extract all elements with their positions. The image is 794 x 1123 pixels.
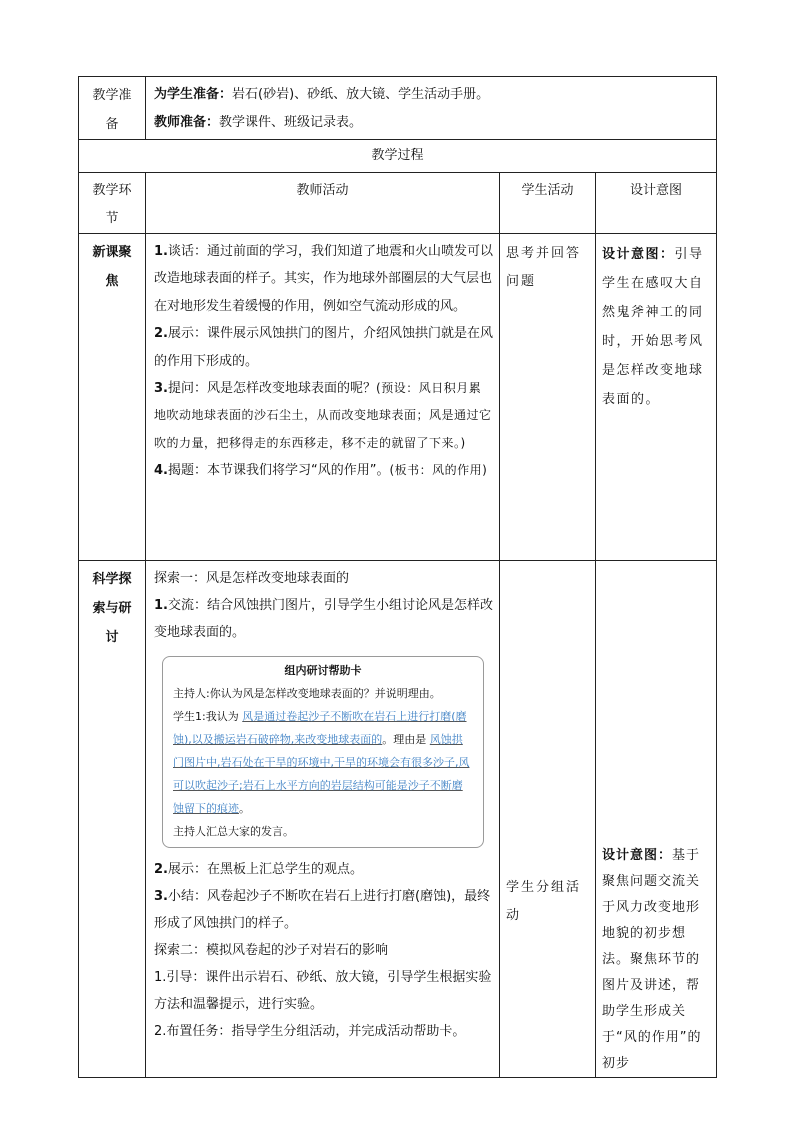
card-title: 组内研讨帮助卡 (284, 664, 362, 677)
student-prep-text: 岩石(砂岩)、砂纸、放大镜、学生活动手册。 (232, 87, 490, 102)
design-intent-1: 设计意图：引导学生在感叹大自然鬼斧神工的同时，开始思考风是怎样改变地球表面的。 (596, 234, 717, 561)
header-teacher-activity: 教师活动 (146, 173, 500, 234)
r1-item-1: 1.谈话：通过前面的学习，我们知道了地震和火山喷发可以改造地球表面的样子。其实，作为地球外部圈层的大气层也在对地形发生着缓慢的作用，例如空气流动形成的风。 (154, 244, 494, 314)
card-student-answer: 学生1:我认为 风是通过卷起沙子不断吹在岩石上进行打磨(磨蚀),以及搬运岩石破碎物,来改变地球表面的。理由是 风蚀拱门图片中,岩石处在干旱的环境中,干旱的环境会有很多沙子,风可以吹起沙子;岩石上水平方向的岩层结构可能是沙子不断磨蚀留下的痕迹。 (173, 710, 470, 815)
r2-step-1: 1.交流：结合风蚀拱门图片，引导学生小组讨论风是怎样改变地球表面的。 (154, 598, 494, 640)
r1-item-3: 3.提问：风是怎样改变地球表面的呢？(预设：风日积月累地吹动地球表面的沙石尘土，从而改变地球表面；风是通过它吹的力量，把移得走的东西移走，移不走的就留了下来。) (154, 381, 492, 450)
student-activity-2: 学生分组活动 (500, 561, 596, 1078)
handwritten-answer: 风是通过卷起沙子不断吹在岩石上进行打磨(磨蚀),以及搬运岩石破碎物,来改变地球表面的 (173, 710, 467, 746)
explore-1-title: 探索一：风是怎样改变地球表面的 (154, 571, 350, 586)
discussion-help-card (162, 656, 484, 848)
r1-item-2: 2.展示：课件展示风蚀拱门的图片，介绍风蚀拱门就是在风的作用下形成的。 (154, 326, 494, 369)
prep-content (146, 77, 717, 140)
r2-step-3: 3.小结：风卷起沙子不断吹在岩石上进行打磨(磨蚀)，最终形成了风蚀拱门的样子。 (154, 889, 491, 931)
handwritten-reason: 风蚀拱门图片中,岩石处在干旱的环境中,干旱的环境会有很多沙子,风可以吹起沙子;岩石上水平方向的岩层结构可能是沙子不断磨蚀留下的痕迹 (173, 733, 470, 815)
teacher-activity-2 (146, 561, 500, 1078)
explore-2-title: 探索二：模拟风卷起的沙子对岩石的影响 (154, 943, 389, 958)
r2-task: 2.布置任务：指导学生分组活动，并完成活动帮助卡。 (154, 1024, 466, 1039)
preparation-table (78, 76, 717, 140)
student-activity-1: 思考并回答问题 (500, 234, 596, 561)
process-table (78, 139, 717, 1078)
teacher-prep-text: 教学课件、班级记录表。 (219, 115, 363, 130)
teacher-activity-1 (146, 234, 500, 561)
header-student-activity: 学生活动 (500, 173, 596, 234)
student-prep-label: 为学生准备： (154, 87, 233, 102)
card-summary: 主持人汇总大家的发言。 (173, 825, 294, 838)
process-title: 教学过程 (79, 140, 717, 173)
r2-step-2: 2.展示：在黑板上汇总学生的观点。 (154, 862, 364, 877)
stage-new-lesson: 新课聚焦 (79, 234, 146, 561)
design-intent-2: 设计意图：基于聚焦问题交流关于风力改变地形地貌的初步想法。聚焦环节的图片及讲述，帮助学生形成关于“风的作用”的初步 (596, 561, 717, 1078)
teacher-prep-label: 教师准备： (154, 115, 220, 130)
header-stage: 教学环节 (79, 173, 146, 234)
r2-guide: 1.引导：课件出示岩石、砂纸、放大镜，引导学生根据实验方法和温馨提示，进行实验。 (154, 970, 492, 1012)
r1-item-4: 4.揭题：本节课我们将学习“风的作用”。(板书：风的作用) (154, 463, 488, 479)
card-host-question: 主持人:你认为风是怎样改变地球表面的？并说明理由。 (173, 687, 441, 700)
stage-science-explore: 科学探索与研讨 (79, 561, 146, 1078)
prep-row-label: 教学准备 (79, 77, 146, 140)
header-design-intent: 设计意图 (596, 173, 717, 234)
